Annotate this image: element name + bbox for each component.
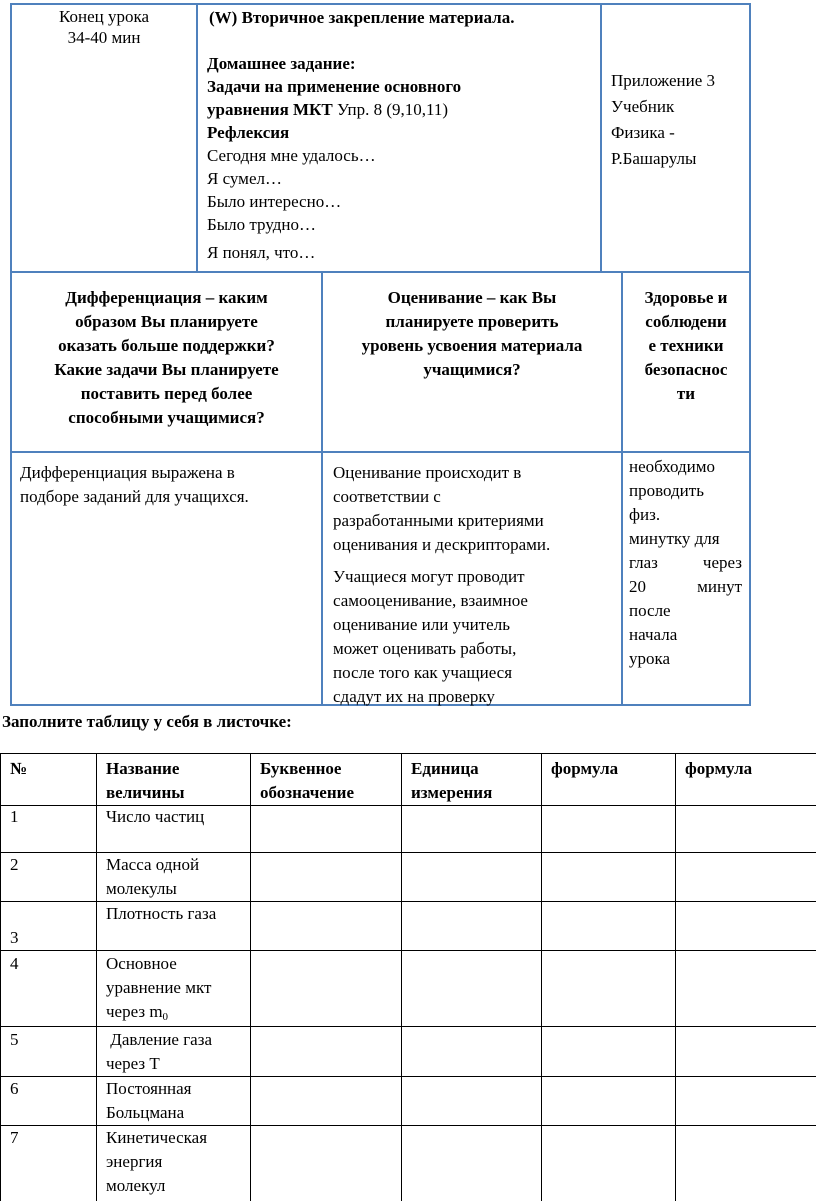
quantity-name: Число частиц: [106, 807, 205, 826]
resource-line: Р.Башарулы: [611, 149, 697, 168]
resource-line: Учебник: [611, 97, 675, 116]
lesson-stage-cell: [12, 6, 196, 48]
column-header-name: Название величины: [106, 759, 185, 802]
column-header-unit: Единица измерения: [411, 759, 493, 802]
health-safety-text: необходимо проводить физ. минутку для глаз через 20 минут после начала урока: [629, 457, 742, 668]
row-number: 4: [10, 954, 19, 973]
assessment-text: Оценивание происходит в соответствии с разработанными критериями оценивания и дескрипторами. Учащиеся могут проводит самооценивание, взаимное оценивание или учитель может оценивать работы, после того как учащиеся сдадут их на проверку: [333, 463, 551, 706]
homework-heading: Домашнее задание:: [207, 54, 356, 73]
lesson-content-cell: [207, 6, 599, 264]
quantity-name: Масса одной молекулы: [106, 855, 200, 898]
lesson-stage-title: (W) Вторичное закрепление материала.: [209, 8, 515, 27]
health-safety-header: Здоровье и соблюдени е техники безопаснос ти: [644, 288, 728, 403]
lesson-resources-cell: [611, 68, 747, 172]
column-header-symbol: Буквенное обозначение: [260, 759, 354, 802]
assessment-header: Оценивание – как Вы планируете проверить уровень усвоения материала учащимися?: [361, 288, 583, 379]
row-number: 2: [10, 855, 19, 874]
reflection-item: Было трудно…: [207, 215, 317, 234]
reflection-heading: Рефлексия: [207, 123, 290, 142]
differentiation-text: Дифференциация выражена в подборе заданий для учащихся.: [20, 463, 249, 506]
row-number: 6: [10, 1079, 19, 1098]
reflection-item: Сегодня мне удалось…: [207, 146, 376, 165]
table-instruction: Заполните таблицу у себя в листочке:: [2, 712, 292, 731]
resource-line: Приложение 3: [611, 71, 715, 90]
column-header-formula: формула: [685, 759, 753, 778]
quantity-name: Постоянная Больцмана: [106, 1079, 192, 1122]
quantity-name: Основное уравнение мкт через $m_0$: [106, 954, 212, 1023]
reflection-item: Было интересно…: [207, 192, 342, 211]
quantity-name: Кинетическая энергия молекул: [106, 1128, 208, 1195]
row-number: 5: [10, 1030, 19, 1049]
row-number: 7: [10, 1128, 19, 1147]
homework-line-1: Задачи на применение основного: [207, 77, 462, 96]
column-header-number: №: [10, 759, 28, 778]
reflection-item: Я сумел…: [207, 169, 282, 188]
row-number: 3: [10, 928, 19, 947]
lesson-stage-time: 34-40 мин: [67, 28, 141, 47]
homework-line-2: уравнения МКТ Упр. 8 (9,10,11): [207, 100, 449, 119]
reflection-item: Я понял, что…: [207, 243, 316, 262]
resource-line: Физика -: [611, 123, 675, 142]
row-number: 1: [10, 807, 19, 826]
quantity-name: Плотность газа: [106, 904, 217, 923]
column-header-formula: формула: [551, 759, 619, 778]
quantity-name: Давление газа через Т: [106, 1030, 212, 1073]
lesson-stage-label: Конец урока: [58, 7, 150, 26]
differentiation-header: Дифференциация – каким образом Вы планируете оказать больше поддержки? Какие задачи Вы планируете поставить перед более способными учащимися?: [54, 288, 279, 427]
